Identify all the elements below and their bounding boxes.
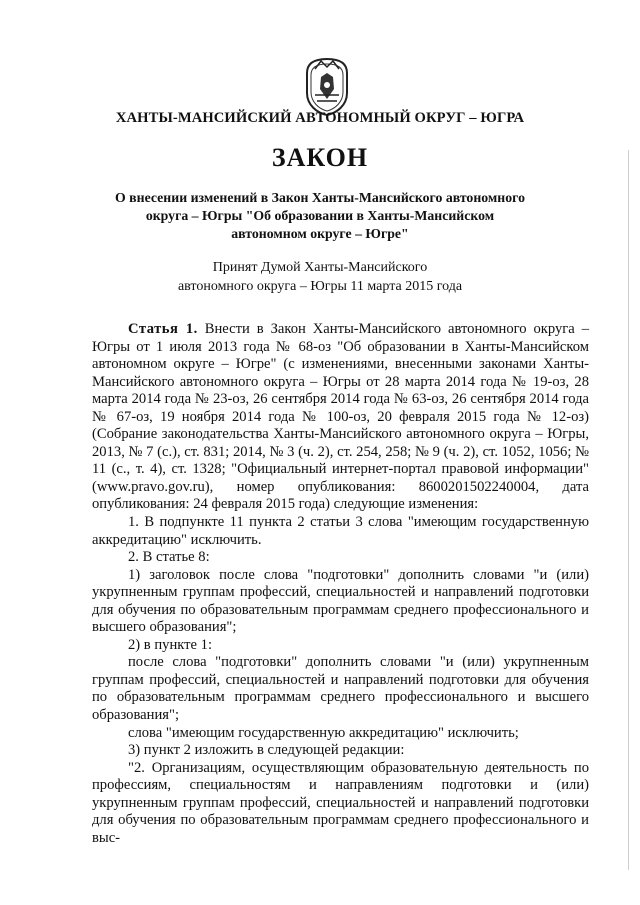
article-heading: Статья 1.: [128, 321, 198, 337]
subtitle-line: округа – Югры "Об образовании в Ханты-Мансийском: [145, 208, 495, 223]
paragraph: 1. В подпункте 11 пункта 2 статьи 3 слова "имеющим государственную аккредитацию" исключить.: [92, 514, 589, 548]
subtitle-line: О внесении изменений в Закон Ханты-Мансийского автономного: [115, 190, 525, 205]
adoption-line: Принят Думой Ханты-Мансийского: [212, 260, 428, 275]
paragraph: после слова "подготовки" дополнить словами "и (или) укрупненным группам профессий, специальностей и направлений подготовки для обучения по образовательным программам среднего профессионального и высшего образования";: [92, 654, 589, 724]
law-subtitle: [0, 189, 640, 243]
adoption-line: автономного округа – Югры 11 марта 2015 года: [177, 279, 463, 294]
document-type-heading: ЗАКОН: [271, 143, 369, 172]
article-intro-text: Внести в Закон Ханты-Мансийского автономного округа – Югры от 1 июля 2013 года № 68-оз "Об образовании в Ханты-Мансийском автономном округе – Югре" (с изменениями, внесенными законами Ханты-Мансийского автономного округа – Югры от 28 марта 2014 года № 19-оз, 28 марта 2014 года № 23-оз, 26 сентября 2014 года № 63-оз, 26 сентября 2014 года № 67-оз, 19 ноября 2014 года № 100-оз, 20 февраля 2015 года № 12-оз) (Собрание законодательства Ханты-Мансийского автономного округа – Югры, 2013, № 7 (с.), ст. 831; 2014, № 3 (ч. 2), ст. 254, 258; № 9 (ч. 2), ст. 1052, 1056; № 11 (с., т. 4), ст. 1328; "Официальный интернет-портал правовой информации" (www.pravo.gov.ru), номер опубликования: 8600201502240004, дата опубликования: 24 февраля 2015 года) следующие изменения:: [92, 321, 589, 513]
paragraph: слова "имеющим государственную аккредитацию" исключить;: [128, 724, 519, 741]
paragraph: "2. Организациям, осуществляющим образовательную деятельность по профессиям, специальностям и направлениям подготовки и (или) укрупненным группам профессий, специальностей и направлений подготовки для обучения по образовательным программам среднего профессионального и выс-: [92, 759, 589, 846]
paragraph: 1) заголовок после слова "подготовки" дополнить словами "и (или) укрупненным группам профессий, специальностей и направлений подготовки для обучения по образовательным программам среднего профессионального и высшего образования";: [92, 566, 589, 636]
article-1-intro: [92, 321, 589, 514]
coat-of-arms-emblem: [301, 55, 353, 117]
region-title: ХАНТЫ-МАНСИЙСКИЙ АВТОНОМНЫЙ ОКРУГ – ЮГРА: [115, 110, 525, 126]
paragraph: 2) в пункте 1:: [128, 636, 213, 653]
paragraph: 2. В статье 8:: [128, 549, 210, 566]
document-body: [92, 321, 589, 847]
paragraph: 3) пункт 2 изложить в следующей редакции:: [128, 742, 405, 759]
adoption-note: [0, 258, 640, 296]
subtitle-line: автономном округе – Югре": [231, 226, 409, 241]
